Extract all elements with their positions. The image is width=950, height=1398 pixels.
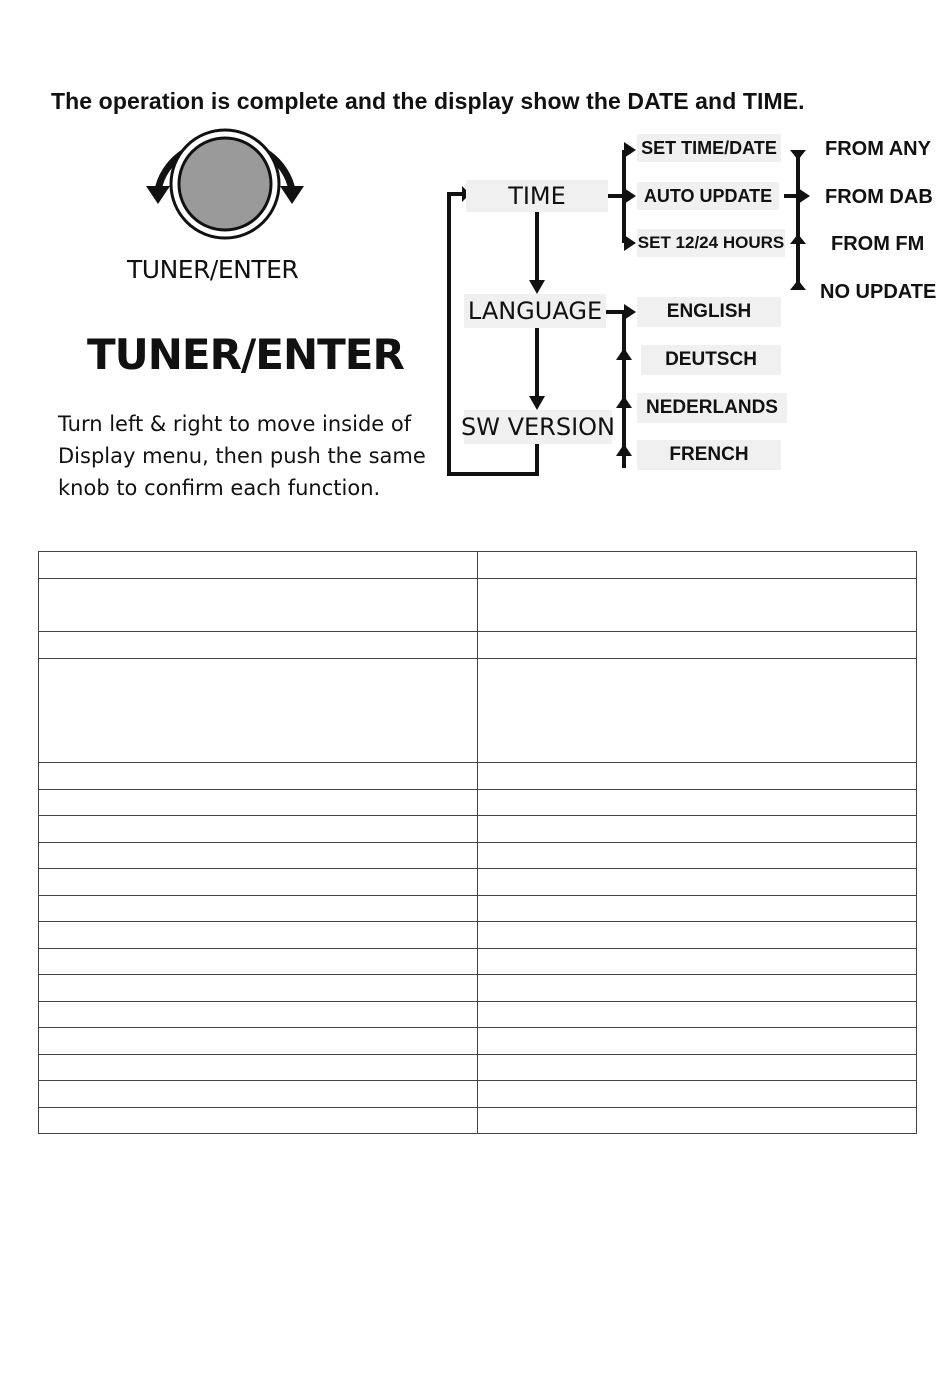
empty-table xyxy=(38,551,917,1134)
tuner-enter-title: TUNER/ENTER xyxy=(87,330,404,379)
instruction-line: Turn left & right to move inside of xyxy=(58,412,412,436)
language-option-french: FRENCH xyxy=(637,440,781,470)
auto-update-option-from-any: FROM ANY xyxy=(825,138,931,160)
auto-update-option-from-fm: FROM FM xyxy=(831,233,925,255)
language-option-nederlands: NEDERLANDS xyxy=(637,393,787,423)
table-row xyxy=(39,552,917,579)
table-row xyxy=(39,949,917,975)
table-row xyxy=(39,1108,917,1134)
table-row xyxy=(39,1002,917,1028)
table-row xyxy=(39,763,917,790)
table-row xyxy=(39,869,917,896)
table-row xyxy=(39,896,917,922)
table-row xyxy=(39,1055,917,1081)
table-row xyxy=(39,1028,917,1055)
knob-label: TUNER/ENTER xyxy=(127,255,299,284)
menu-item-sw-version: SW VERSION xyxy=(464,410,612,444)
table-row xyxy=(39,579,917,632)
time-sub-set-12-24-hours: SET 12/24 HOURS xyxy=(637,229,785,257)
table-row xyxy=(39,1081,917,1108)
menu-item-language: LANGUAGE xyxy=(464,294,606,328)
table-row xyxy=(39,790,917,816)
table-row xyxy=(39,922,917,949)
table-row xyxy=(39,816,917,843)
menu-item-time: TIME xyxy=(466,180,608,212)
auto-update-option-no-update: NO UPDATE xyxy=(820,281,937,303)
instruction-line: knob to confirm each function. xyxy=(58,476,381,500)
table-row xyxy=(39,659,917,763)
language-option-english: ENGLISH xyxy=(637,297,781,327)
page-headline: The operation is complete and the display show the DATE and TIME. xyxy=(51,88,805,114)
table-row xyxy=(39,632,917,659)
language-option-deutsch: DEUTSCH xyxy=(641,345,781,375)
table-row xyxy=(39,975,917,1002)
auto-update-option-from-dab: FROM DAB xyxy=(825,186,933,208)
table-row xyxy=(39,843,917,869)
time-sub-set-time-date: SET TIME/DATE xyxy=(637,134,781,162)
time-sub-auto-update: AUTO UPDATE xyxy=(637,182,779,210)
instruction-line: Display menu, then push the same xyxy=(58,444,426,468)
